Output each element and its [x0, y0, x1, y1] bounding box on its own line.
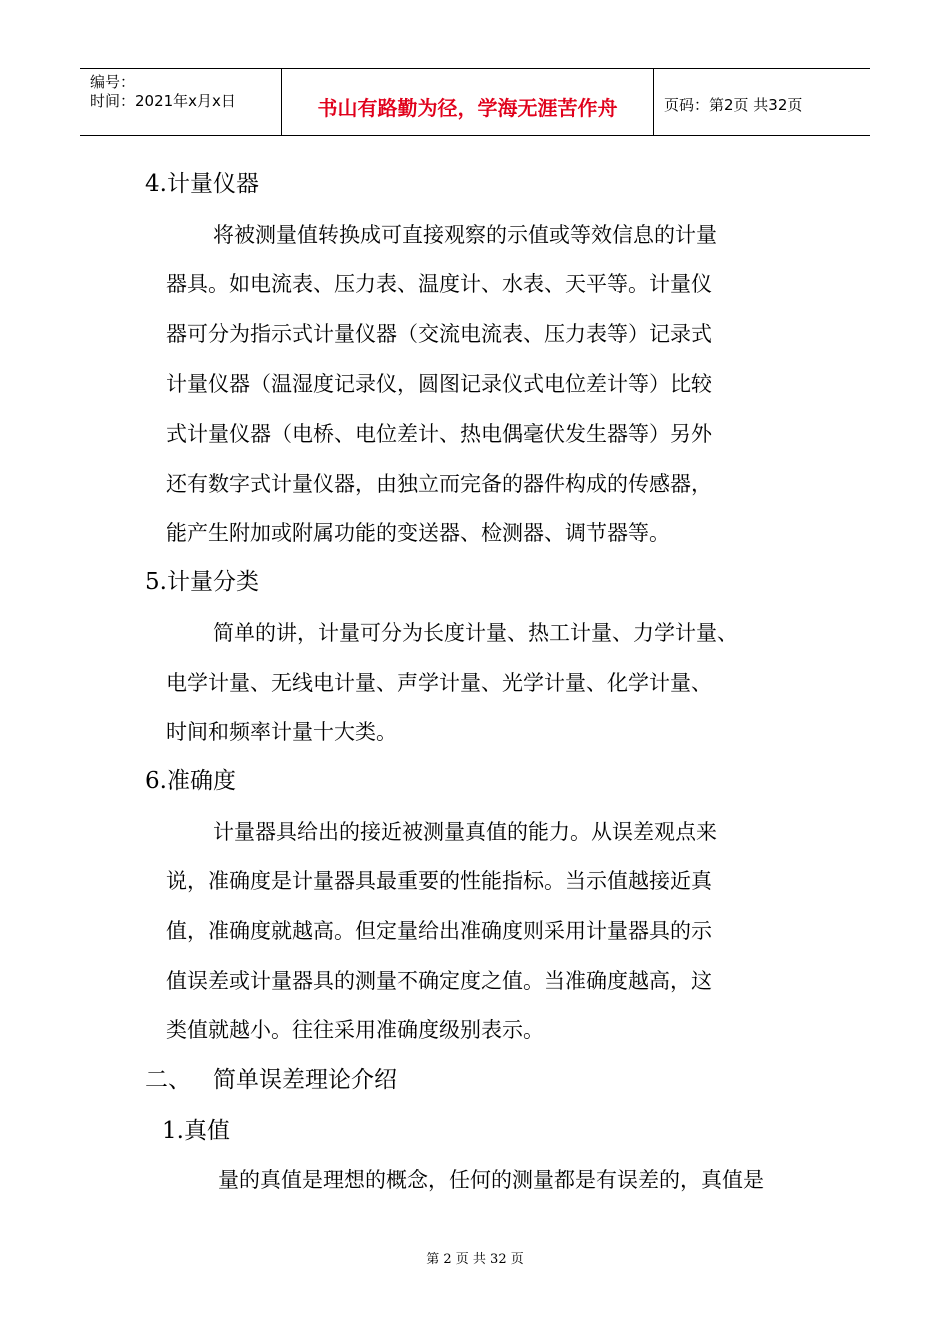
section-title-classification: 5.计量分类	[145, 569, 259, 595]
page-footer: 第 2 页 共 32 页	[426, 1252, 524, 1267]
header-motto-cell	[282, 69, 654, 135]
paragraph-line: 时间和频率计量十大类。	[166, 720, 397, 744]
paragraph-line: 值误差或计量器具的测量不确定度之值。当准确度越高，这	[166, 969, 712, 993]
paragraph-line: 器具。如电流表、压力表、温度计、水表、天平等。计量仪	[166, 272, 712, 296]
document-header	[80, 68, 870, 136]
paragraph-line: 电学计量、无线电计量、声学计量、光学计量、化学计量、	[166, 671, 712, 695]
document-date: 时间：2021年x月x日	[90, 92, 236, 110]
paragraph-line: 能产生附加或附属功能的变送器、检测器、调节器等。	[166, 521, 670, 545]
part-number: 二、	[145, 1067, 191, 1093]
paragraph-line: 还有数字式计量仪器，由独立而完备的器件构成的传感器，	[166, 472, 712, 496]
paragraph-line: 计量仪器（温湿度记录仪，圆图记录仪式电位差计等）比较	[166, 372, 712, 396]
paragraph-line: 式计量仪器（电桥、电位差计、热电偶毫伏发生器等）另外	[166, 422, 712, 446]
header-page-info: 页码：第2页 共32页	[664, 96, 803, 114]
paragraph-line: 说，准确度是计量器具最重要的性能指标。当示值越接近真	[166, 869, 712, 893]
header-meta-cell	[80, 69, 282, 135]
document-number-label: 编号：	[90, 73, 136, 91]
header-motto: 书山有路勤为径，学海无涯苦作舟	[317, 96, 618, 120]
paragraph-line: 类值就越小。往往采用准确度级别表示。	[166, 1018, 544, 1042]
paragraph-line: 简单的讲，计量可分为长度计量、热工计量、力学计量、	[213, 621, 738, 645]
part-title-error-theory: 简单误差理论介绍	[213, 1067, 397, 1093]
section-title-instruments: 4.计量仪器	[145, 171, 259, 197]
header-page-cell	[654, 69, 870, 135]
subsection-title-true-value: 1.真值	[162, 1118, 230, 1144]
paragraph-line: 值，准确度就越高。但定量给出准确度则采用计量器具的示	[166, 919, 712, 943]
paragraph-line: 量的真值是理想的概念，任何的测量都是有误差的，真值是	[218, 1168, 764, 1192]
section-title-accuracy: 6.准确度	[145, 768, 236, 794]
paragraph-line: 器可分为指示式计量仪器（交流电流表、压力表等）记录式	[166, 322, 712, 346]
paragraph-line: 将被测量值转换成可直接观察的示值或等效信息的计量	[213, 223, 717, 247]
paragraph-line: 计量器具给出的接近被测量真值的能力。从误差观点来	[213, 820, 717, 844]
